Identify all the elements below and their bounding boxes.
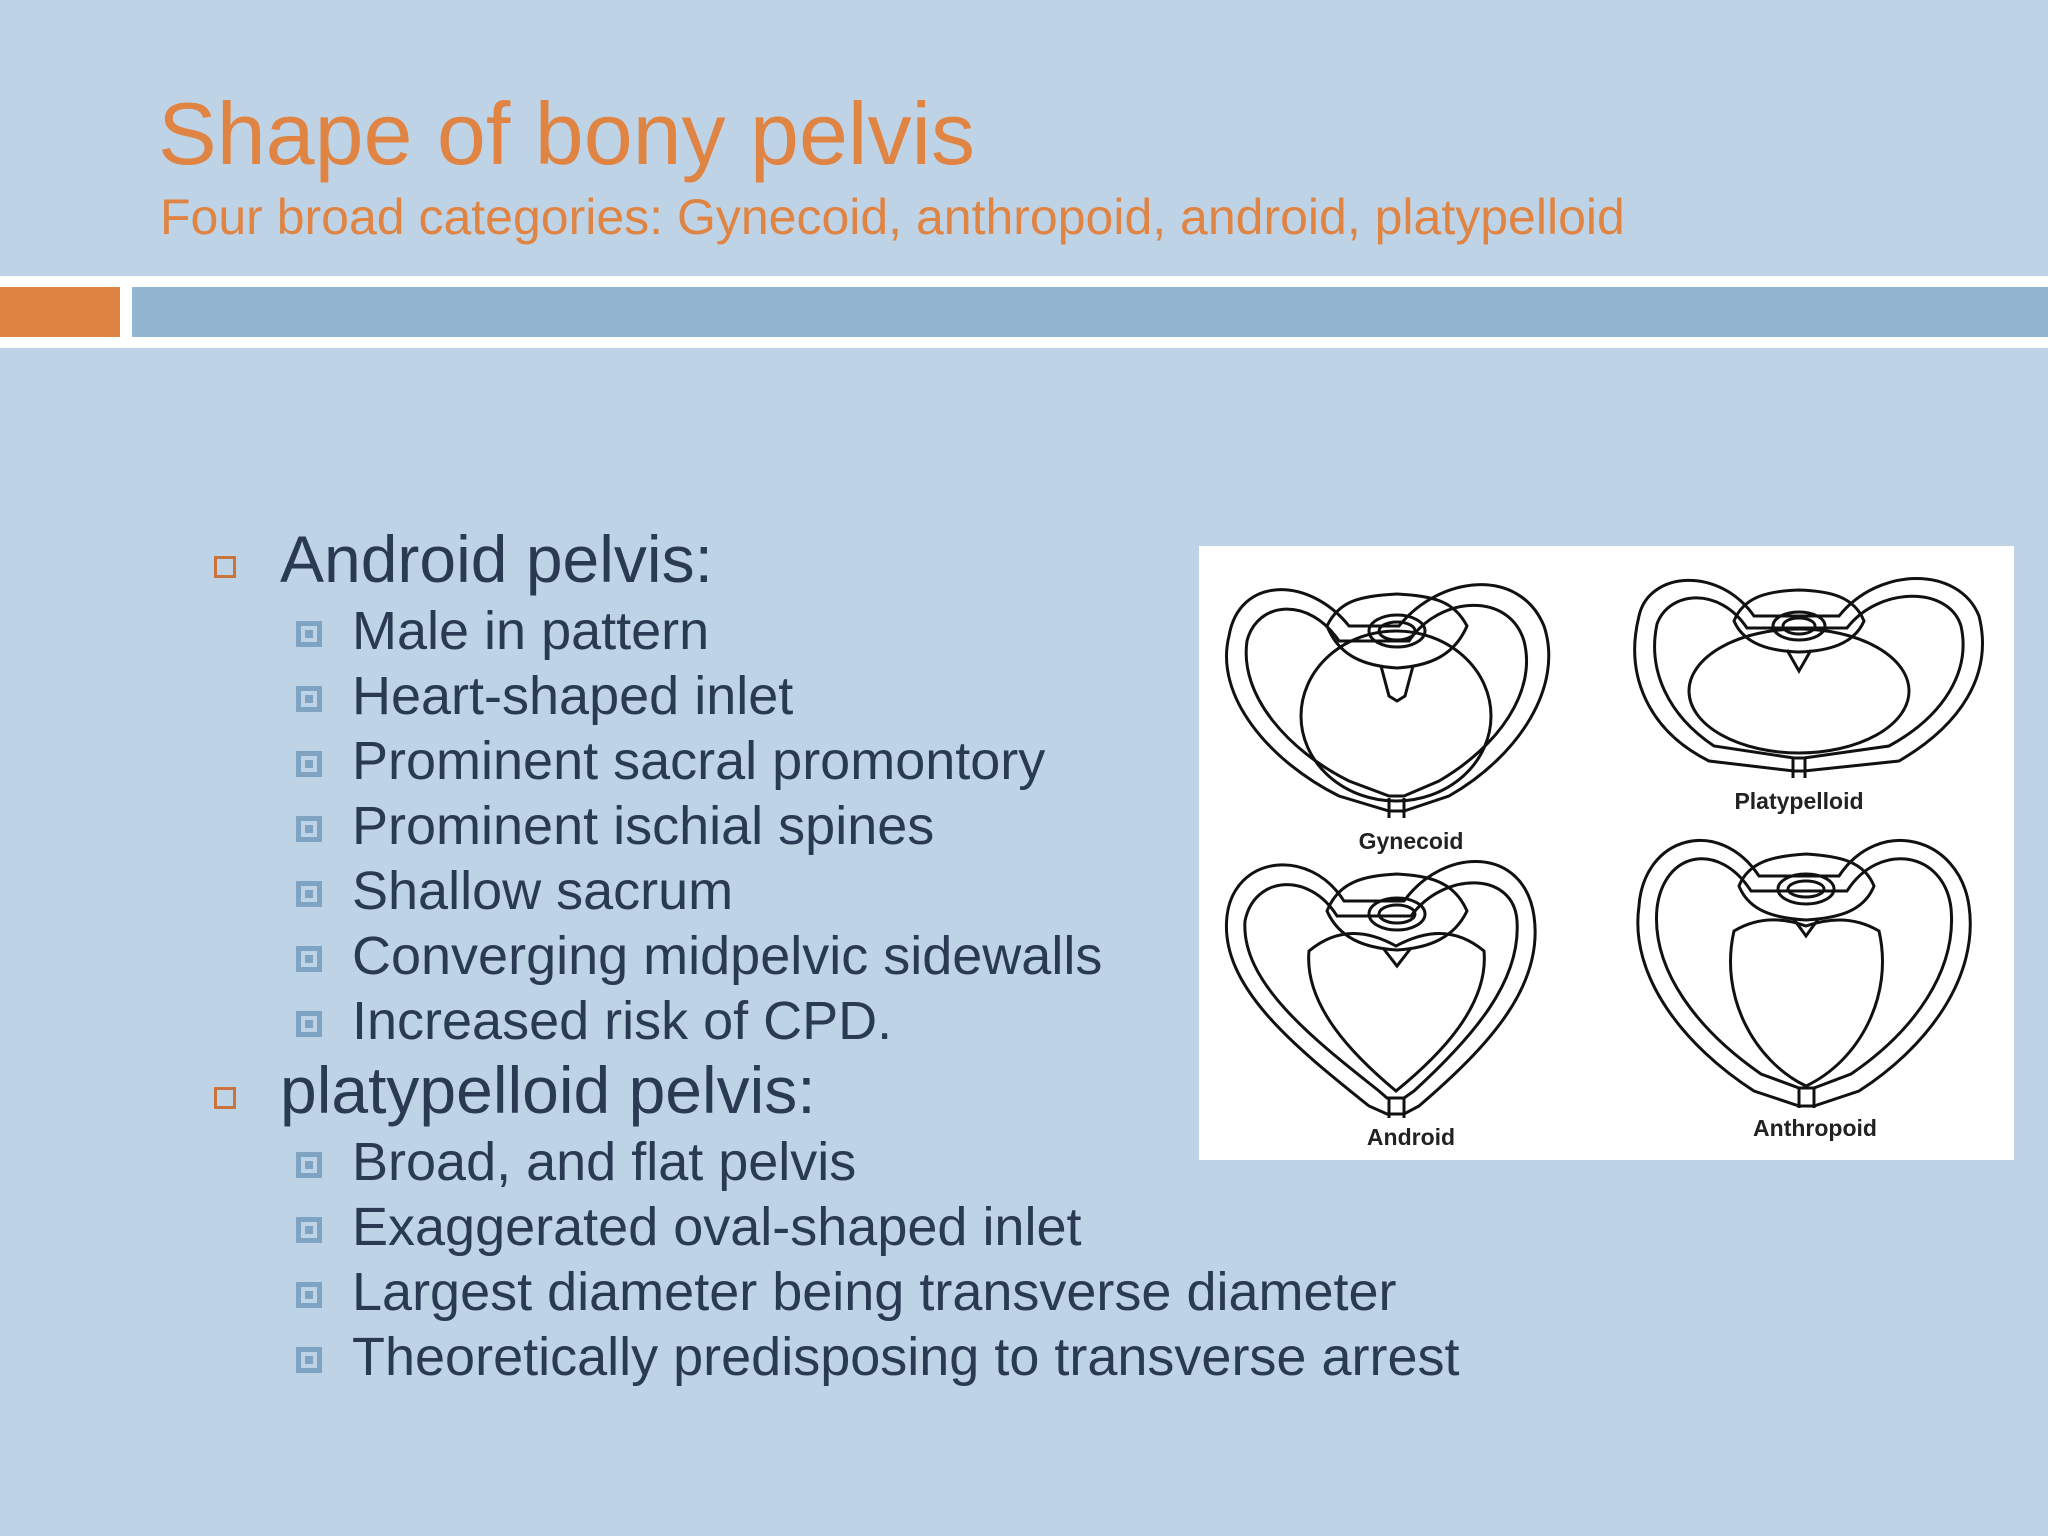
bullet-square-icon [214,1087,236,1109]
slide-subtitle: Four broad categories: Gynecoid, anthropoid, android, platypelloid [160,189,1625,245]
bullet-item: Theoretically predisposing to transverse arrest [352,1327,1460,1387]
sub-bullet-icon [296,686,322,712]
sub-bullet-icon [296,1011,322,1037]
figure-label-android: Android [1366,1124,1456,1150]
sub-bullet-icon [296,881,322,907]
bullet-item: Largest diameter being transverse diameter [352,1262,1397,1322]
pelvis-illustration [1199,546,2014,1160]
bullet-square-icon [214,556,236,578]
sub-bullet-icon [296,751,322,777]
bullet-item: Increased risk of CPD. [352,991,893,1051]
bullet-item: Converging midpelvic sidewalls [352,926,1103,986]
sub-bullet-icon [296,1347,322,1373]
divider-bar [132,287,2048,337]
figure-label-anthropoid: Anthropoid [1753,1115,1877,1141]
bullet-item: Male in pattern [352,601,710,661]
bullet-item: Prominent ischial spines [352,796,935,856]
bullet-item: Exaggerated oval-shaped inlet [352,1197,1082,1257]
figure-label-gynecoid: Gynecoid [1358,828,1464,854]
sub-bullet-icon [296,1152,322,1178]
platypelloid-pelvis-drawing [1635,579,1983,779]
sub-bullet-icon [296,1217,322,1243]
anthropoid-pelvis-drawing [1638,840,1970,1108]
bullet-heading: Android pelvis: [280,522,713,596]
pelvis-figure [1199,546,2014,1160]
sub-bullet-icon [296,816,322,842]
slide-title: Shape of bony pelvis [158,84,976,183]
bullet-item: Shallow sacrum [352,861,734,921]
sub-bullet-icon [296,1282,322,1308]
bullet-item: Heart-shaped inlet [352,666,794,726]
android-pelvis-drawing [1226,861,1535,1118]
bullet-item: Prominent sacral promontory [352,731,1046,791]
divider-accent [0,287,120,337]
sub-bullet-icon [296,621,322,647]
sub-bullet-icon [296,946,322,972]
gynecoid-pelvis-drawing [1227,585,1549,818]
figure-label-platypelloid: Platypelloid [1734,788,1864,814]
bullet-heading: platypelloid pelvis: [280,1053,816,1127]
bullet-item: Broad, and flat pelvis [352,1132,857,1192]
